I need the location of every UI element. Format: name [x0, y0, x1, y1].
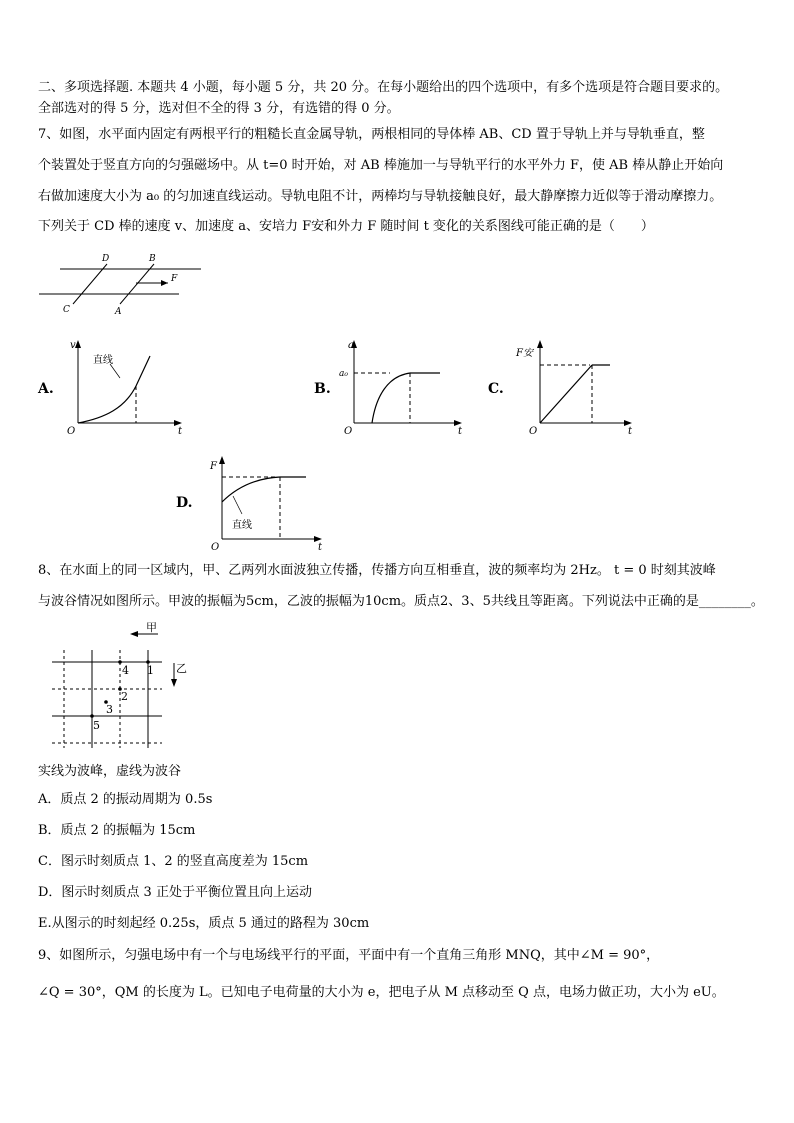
section-header-line1: 二、多项选择题. 本题共 4 小题，每小题 5 分，共 20 分。在每小题给出的四个选项中，有多个选项是符合题目要求的。 — [38, 80, 729, 95]
q7-rails-figure — [36, 250, 206, 320]
origin-label: O — [67, 426, 76, 437]
q9-text-line1: 9、如图所示，匀强电场中有一个与电场线平行的平面，平面中有一个直角三角形 MNQ，其中∠M = 90°， — [38, 948, 660, 963]
label-b: B — [149, 254, 156, 264]
axis-t-label: t — [318, 542, 323, 553]
point-1-label: 1 — [147, 664, 154, 677]
point-3-label: 3 — [106, 703, 113, 716]
wave-jia-label: 甲 — [146, 621, 157, 634]
label-a: A — [115, 307, 122, 317]
q7-text-line4: 下列关于 CD 棒的速度 v、加速度 a、安培力 F安和外力 F 随时间 t 变化的关系图线可能正确的是（ ） — [38, 219, 654, 234]
q7-option-a-letter[interactable]: A. — [38, 381, 54, 397]
point-2-label: 2 — [121, 690, 128, 703]
q8-option-d[interactable]: D．图示时刻质点 3 正处于平衡位置且向上运动 — [38, 885, 312, 900]
q8-figure-caption: 实线为波峰，虚线为波谷 — [38, 764, 182, 779]
q7-option-a-graph — [60, 336, 190, 436]
q8-option-b[interactable]: B．质点 2 的振幅为 15cm — [38, 823, 196, 838]
label-d: D — [102, 254, 110, 264]
line-note: 直线 — [93, 355, 113, 366]
q8-text-line1: 8、在水面上的同一区域内，甲、乙两列水面波独立传播，传播方向互相垂直，波的频率均为 2Hz。 t = 0 时刻其波峰 — [38, 563, 716, 578]
point-4-label: 4 — [122, 664, 129, 677]
wave-yi-label: 乙 — [176, 662, 187, 675]
q7-text-line3: 右做加速度大小为 a₀ 的匀加速直线运动。导轨电阻不计，两棒均与导轨接触良好，最大静摩擦力近似等于滑动摩擦力。 — [38, 189, 723, 204]
q7-option-b-graph — [340, 336, 470, 436]
q7-text-line1: 7、如图，水平面内固定有两根平行的粗糙长直金属导轨，两根相同的导体棒 AB、CD 置于导轨上并与导轨垂直，整 — [38, 127, 705, 142]
q8-option-c[interactable]: C．图示时刻质点 1、2 的竖直高度差为 15cm — [38, 854, 309, 869]
q8-wave-grid-figure — [40, 620, 200, 760]
origin-label: O — [344, 426, 353, 437]
point-5-label: 5 — [93, 719, 100, 732]
q7-option-d-letter[interactable]: D. — [176, 495, 193, 511]
origin-label: O — [529, 426, 538, 437]
origin-label: O — [211, 542, 220, 553]
q8-option-a[interactable]: A．质点 2 的振动周期为 0.5s — [38, 792, 213, 807]
axis-v-label: v — [70, 340, 76, 351]
q7-text-line2: 个装置处于竖直方向的匀强磁场中。从 t=0 时开始，对 AB 棒施加一与导轨平行的水平外力 F，使 AB 棒从静止开始向 — [38, 158, 724, 173]
q9-text-line2: ∠Q = 30°，QM 的长度为 L。已知电子电荷量的大小为 e，把电子从 M 点移动至 Q 点，电场力做正功，大小为 eU。 — [38, 985, 725, 1000]
axis-f-label: F安 — [516, 348, 533, 359]
q7-option-c-letter[interactable]: C. — [488, 381, 504, 397]
axis-t-label: t — [178, 426, 183, 437]
q7-option-d-graph — [200, 452, 330, 552]
q7-option-b-letter[interactable]: B. — [314, 381, 331, 397]
q8-text-line2: 与波谷情况如图所示。甲波的振幅为5cm，乙波的振幅为10cm。质点2、3、5共线且等距离。下列说法中正确的是________。 — [38, 594, 764, 609]
line-note: 直线 — [232, 520, 252, 531]
axis-t-label: t — [628, 426, 633, 437]
q7-option-c-graph — [510, 336, 640, 436]
axis-f-label: F — [210, 461, 217, 472]
label-c: C — [63, 305, 70, 315]
axis-a-label: a — [348, 340, 354, 351]
a0-label: a₀ — [339, 369, 348, 379]
section-header-line2: 全部选对的得 5 分，选对但不全的得 3 分，有选错的得 0 分。 — [38, 101, 400, 116]
axis-t-label: t — [458, 426, 463, 437]
label-f: F — [171, 274, 178, 284]
q8-option-e[interactable]: E.从图示的时刻起经 0.25s，质点 5 通过的路程为 30cm — [38, 916, 370, 931]
